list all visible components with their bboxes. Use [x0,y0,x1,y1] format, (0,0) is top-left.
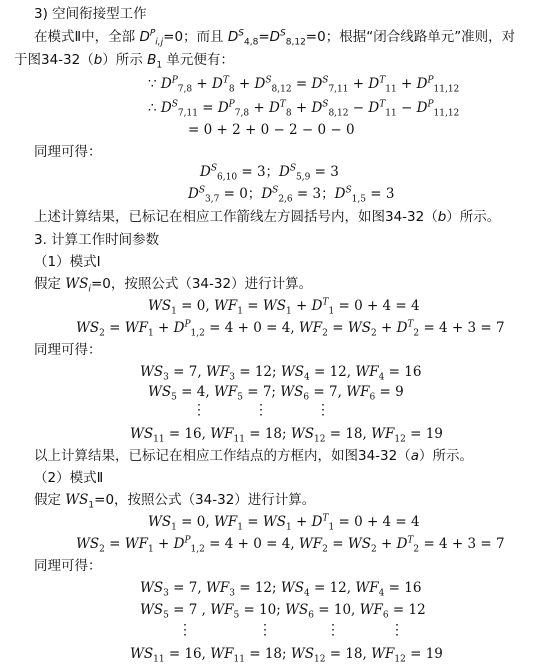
equation: = 0 + 2 + 0 − 2 − 0 − 0 [188,122,355,138]
equation: ∴ $D^S_{7,11} = D^P_{7,8} + D^T_8 + D^S_{8,12} - D^T_{11} - D^P_{11,12}$ [148,99,460,119]
paragraph-line: 同理可得： [34,144,102,160]
equation: $WS_2 = WF_1 + D^P_{1,2} = 4 + 0 = 4$, $WF_2 = WS_2 + D^T_2 = 4 + 3 = 7$ [76,535,505,555]
paragraph-line: 上述计算结果，已标记在相应工作箭线左方圆括号内，如图34-32（b）所示。 [34,209,501,225]
equation: $WS_{11} = 16$, $WF_{11} = 18$; $WS_{12} = 18$, $WF_{12} = 19$ [130,646,443,665]
section-heading: 3) 空间衔接型工作 [34,6,147,22]
section-heading: （2）模式Ⅱ [34,470,104,486]
paragraph-line: 同理可得： [34,342,102,358]
section-heading: 3. 计算工作时间参数 [34,232,160,248]
equation: ∵ $D^P_{7,8} + D^T_8 + D^S_{8,12} = D^S_{7,11} + D^T_{11} + D^P_{11,12}$ [148,75,460,95]
paragraph-line: 同理可得： [34,558,102,574]
equation: $WS_2 = WF_1 + D^P_{1,2} = 4 + 0 = 4$, $WF_2 = WS_2 + D^T_2 = 4 + 3 = 7$ [76,319,505,339]
equation: $WS_3 = 7$, $WF_3 = 12$; $WS_4 = 12$, $WF_4 = 16$ [140,364,422,383]
paragraph-line: 在模式Ⅱ中，全部 $D^P_{i,j}=0$；而且 $D^S_{4,8}=D^S_{8,12}=0$；根据“闭合线路单元”准则，对 [34,28,516,48]
equation: $D^S_{6,10} = 3$；$D^S_{5,9} = 3$ [200,163,339,183]
section-heading: （1）模式Ⅰ [34,254,101,270]
equation: $WS_1 = 0$, $WF_1 = WS_1 + D^T_1 = 0 + 4 = 4$ [148,513,420,533]
equation: $WS_{11} = 16$, $WF_{11} = 18$; $WS_{12} = 18$, $WF_{12} = 19$ [130,426,443,445]
paragraph-line: 假定 $WS_i=0$，按照公式（34-32）进行计算。 [34,276,313,295]
equation: $WS_5 = 7$ , $WF_5 = 10$; $WS_6 = 10$, $WF_6 = 12$ [140,602,426,621]
paragraph-line: 于图34-32（b）所示 $B_1$ 单元便有： [14,52,234,71]
paragraph-line: 假定 $WS_1=0$，按照公式（34-32）进行计算。 [34,492,316,511]
equation: $D^S_{3,7} = 0$；$D^S_{2,6} = 3$；$D^S_{1,5} = 3$ [188,185,395,205]
equation: $WS_1 = 0$, $WF_1 = WS_1 + D^T_1 = 0 + 4 = 4$ [148,297,420,317]
paragraph-line: 以上计算结果，已标记在相应工作结点的方框内，如图34-32（a）所示。 [34,448,474,464]
equation: $WS_3 = 7$, $WF_3 = 12$; $WS_4 = 12$, $WF_4 = 16$ [140,580,422,599]
equation: $WS_5 = 4$, $WF_5 = 7$; $WS_6 = 7$, $WF_6 = 9$ [148,384,404,403]
